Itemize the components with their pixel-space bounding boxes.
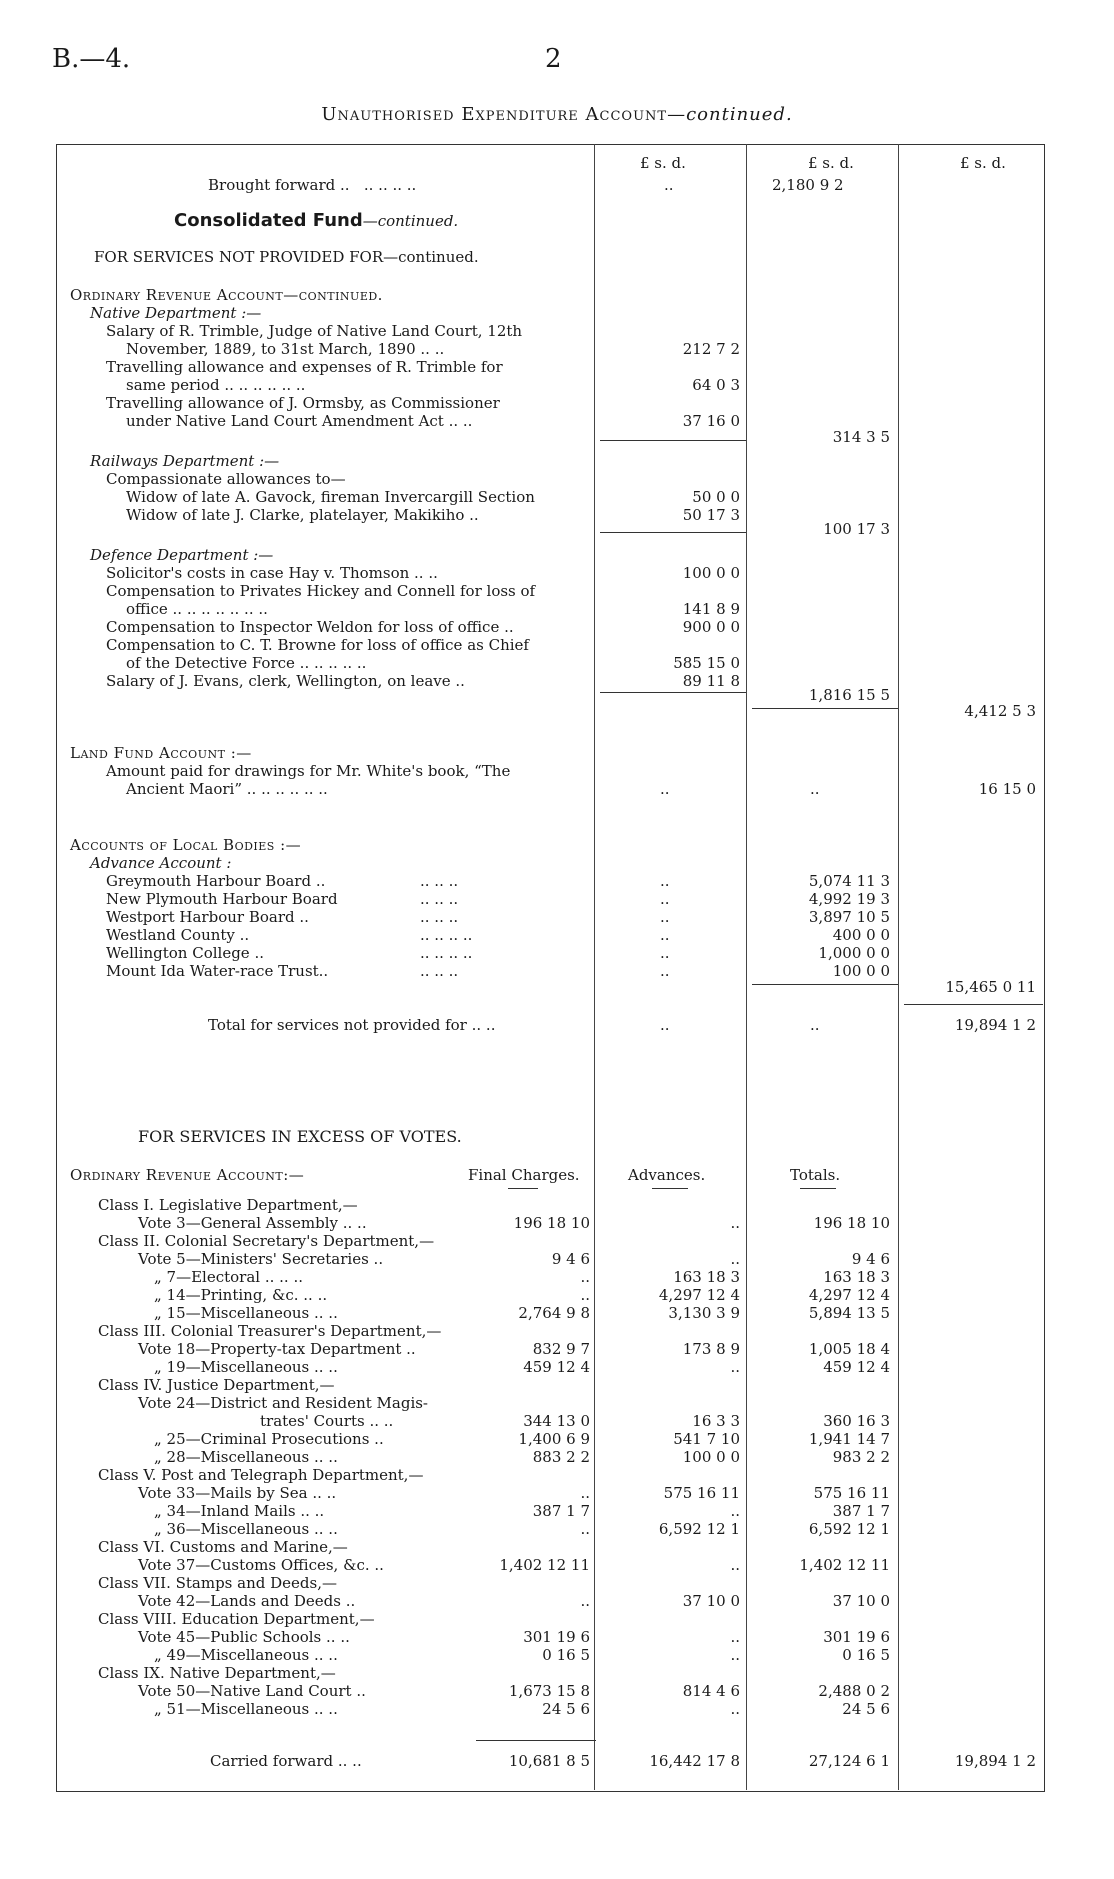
- native-title: Native Department :—: [90, 304, 262, 322]
- excess-row-tot: 37 10 0: [832, 1592, 890, 1610]
- excess-row-fc: ..: [580, 1286, 590, 1304]
- local-body-c2: 4,992 19 3: [808, 890, 890, 908]
- excess-row-fc: 24 5 6: [542, 1700, 590, 1718]
- excess-row-label: „ 7—Electoral .. .. ..: [154, 1268, 303, 1286]
- excess-row-fc: 832 9 7: [532, 1340, 590, 1358]
- excess-row-label: Class I. Legislative Department,—: [98, 1196, 358, 1214]
- title-main: Unauthorised Expenditure Account—: [321, 104, 687, 125]
- excess-row-label: Class II. Colonial Secretary's Department,—: [98, 1232, 435, 1250]
- local-body-c2: 400 0 0: [832, 926, 890, 944]
- excess-row-label: „ 19—Miscellaneous .. ..: [154, 1358, 338, 1376]
- defence-total: 1,816 15 5: [808, 686, 890, 704]
- local-bodies-rule-2: [904, 1004, 1043, 1005]
- excess-row-label: Vote 42—Lands and Deeds ..: [138, 1592, 356, 1610]
- defence-line-4: Compensation to Inspector Weldon for loss of office ..: [106, 618, 514, 636]
- local-body-label: Westport Harbour Board ..: [106, 908, 309, 926]
- excess-row-tot: 459 12 4: [823, 1358, 890, 1376]
- excess-row-label: Vote 5—Ministers' Secretaries ..: [138, 1250, 384, 1268]
- excess-row-label: „ 34—Inland Mails .. ..: [154, 1502, 325, 1520]
- not-provided-heading: FOR SERVICES NOT PROVIDED FOR—continued.: [94, 248, 479, 266]
- local-body-c1: ..: [660, 872, 670, 890]
- native-line-6: under Native Land Court Amendment Act .. ..: [126, 412, 473, 430]
- excess-row-fc: ..: [580, 1268, 590, 1286]
- excess-row-label: trates' Courts .. ..: [260, 1412, 394, 1430]
- railways-line-3: Widow of late J. Clarke, platelayer, Makikiho ..: [126, 506, 479, 524]
- excess-row-adv: ..: [730, 1358, 740, 1376]
- railways-value-1: 50 0 0: [692, 488, 740, 506]
- excess-row-label: Class IV. Justice Department,—: [98, 1376, 335, 1394]
- carried-forward-fc: 10,681 8 5: [508, 1752, 590, 1770]
- defence-title: Defence Department :—: [90, 546, 274, 564]
- land-fund-line-2: Ancient Maori” .. .. .. .. .. ..: [126, 780, 328, 798]
- local-body-label: New Plymouth Harbour Board: [106, 890, 338, 908]
- native-subtotal: 4,412 5 3: [964, 702, 1036, 720]
- excess-row-tot: 163 18 3: [823, 1268, 890, 1286]
- local-body-label: Mount Ida Water-race Trust..: [106, 962, 329, 980]
- tot-header-rule: [800, 1188, 836, 1189]
- page-title: [0, 104, 1114, 125]
- land-fund-c1: ..: [660, 780, 670, 798]
- local-body-dots: .. .. ..: [420, 872, 459, 890]
- excess-row-adv: ..: [730, 1628, 740, 1646]
- total-not-provided-c3: 19,894 1 2: [954, 1016, 1036, 1034]
- land-fund-c2: ..: [810, 780, 820, 798]
- page-ref: B.—4.: [52, 44, 131, 74]
- excess-row-label: Vote 24—District and Resident Magis-: [138, 1394, 429, 1412]
- local-body-dots: .. .. ..: [420, 908, 459, 926]
- excess-row-tot: 4,297 12 4: [808, 1286, 890, 1304]
- ordinary-revenue-title: Ordinary Revenue Account—continued.: [70, 286, 383, 304]
- column-divider-2: [746, 144, 747, 1790]
- total-not-provided-c1: ..: [660, 1016, 670, 1034]
- excess-row-adv: 163 18 3: [673, 1268, 740, 1286]
- excess-row-fc: 1,402 12 11: [499, 1556, 590, 1574]
- land-fund-title: Land Fund Account :—: [70, 744, 252, 762]
- native-value-1: 212 7 2: [682, 340, 740, 358]
- land-fund-c3: 16 15 0: [978, 780, 1036, 798]
- defence-value-2: 141 8 9: [682, 600, 740, 618]
- excess-row-tot: 360 16 3: [823, 1412, 890, 1430]
- excess-row-adv: 541 7 10: [673, 1430, 740, 1448]
- carried-forward-c3: 19,894 1 2: [954, 1752, 1036, 1770]
- defence-line-3: office .. .. .. .. .. .. ..: [126, 600, 268, 618]
- local-body-c1: ..: [660, 962, 670, 980]
- column-divider-1: [594, 144, 595, 1790]
- local-bodies-total: 15,465 0 11: [945, 978, 1036, 996]
- excess-row-label: „ 15—Miscellaneous .. ..: [154, 1304, 338, 1322]
- excess-row-adv: ..: [730, 1700, 740, 1718]
- native-line-4: same period .. .. .. .. .. ..: [126, 376, 306, 394]
- consolidated-fund-heading: Consolidated Fund—continued.: [174, 210, 459, 231]
- excess-row-adv: 173 8 9: [682, 1340, 740, 1358]
- local-body-dots: .. .. .. ..: [420, 926, 473, 944]
- carried-rule: [476, 1740, 596, 1741]
- brought-forward-c1: ..: [664, 176, 674, 194]
- total-not-provided-label: Total for services not provided for .. ..: [208, 1016, 496, 1034]
- native-line-3: Travelling allowance and expenses of R. Trimble for: [106, 358, 503, 376]
- excess-row-fc: 0 16 5: [542, 1646, 590, 1664]
- excess-row-fc: 2,764 9 8: [518, 1304, 590, 1322]
- excess-row-fc: 1,673 15 8: [508, 1682, 590, 1700]
- totals-header: Totals.: [790, 1166, 841, 1184]
- excess-row-fc: ..: [580, 1484, 590, 1502]
- local-body-dots: .. .. ..: [420, 890, 459, 908]
- excess-row-tot: 387 1 7: [832, 1502, 890, 1520]
- excess-row-adv: 575 16 11: [663, 1484, 740, 1502]
- excess-row-tot: 9 4 6: [851, 1250, 890, 1268]
- excess-row-adv: ..: [730, 1214, 740, 1232]
- local-body-c2: 1,000 0 0: [818, 944, 890, 962]
- column-divider-3: [898, 144, 899, 1790]
- native-line-1: Salary of R. Trimble, Judge of Native Land Court, 12th: [106, 322, 523, 340]
- local-body-dots: .. .. .. ..: [420, 944, 473, 962]
- excess-row-label: Vote 18—Property-tax Department ..: [138, 1340, 416, 1358]
- excess-row-fc: 344 13 0: [523, 1412, 590, 1430]
- excess-row-tot: 6,592 12 1: [808, 1520, 890, 1538]
- excess-label: Ordinary Revenue Account:—: [70, 1166, 305, 1184]
- excess-row-label: „ 25—Criminal Prosecutions ..: [154, 1430, 384, 1448]
- excess-row-fc: 1,400 6 9: [518, 1430, 590, 1448]
- excess-row-fc: 459 12 4: [523, 1358, 590, 1376]
- railways-rule: [600, 532, 746, 533]
- currency-header-3: £ s. d.: [960, 154, 1006, 172]
- excess-row-adv: 3,130 3 9: [668, 1304, 740, 1322]
- excess-row-adv: 6,592 12 1: [658, 1520, 740, 1538]
- excess-row-adv: 37 10 0: [682, 1592, 740, 1610]
- excess-row-label: „ 36—Miscellaneous .. ..: [154, 1520, 338, 1538]
- excess-row-tot: 5,894 13 5: [808, 1304, 890, 1322]
- excess-row-tot: 24 5 6: [842, 1700, 890, 1718]
- excess-row-adv: 16 3 3: [692, 1412, 740, 1430]
- total-not-provided-c2: ..: [810, 1016, 820, 1034]
- adv-header-rule: [652, 1188, 688, 1189]
- excess-row-adv: 4,297 12 4: [658, 1286, 740, 1304]
- defence-rule: [600, 692, 746, 693]
- excess-row-tot: 2,488 0 2: [818, 1682, 890, 1700]
- native-value-3: 37 16 0: [682, 412, 740, 430]
- carried-forward-label: Carried forward .. ..: [210, 1752, 362, 1770]
- excess-heading: FOR SERVICES IN EXCESS OF VOTES.: [138, 1127, 462, 1146]
- advances-header: Advances.: [628, 1166, 706, 1184]
- local-bodies-rule: [752, 984, 898, 985]
- defence-value-3: 900 0 0: [682, 618, 740, 636]
- local-bodies-title: Accounts of Local Bodies :—: [70, 836, 302, 854]
- excess-row-label: Class III. Colonial Treasurer's Department,—: [98, 1322, 442, 1340]
- excess-row-label: „ 49—Miscellaneous .. ..: [154, 1646, 338, 1664]
- local-body-c2: 5,074 11 3: [808, 872, 890, 890]
- railways-value-2: 50 17 3: [682, 506, 740, 524]
- native-rule: [600, 440, 746, 441]
- carried-forward-tot: 27,124 6 1: [808, 1752, 890, 1770]
- defence-rule-2: [752, 708, 898, 709]
- currency-header-1: £ s. d.: [640, 154, 686, 172]
- native-value-2: 64 0 3: [692, 376, 740, 394]
- excess-row-adv: ..: [730, 1556, 740, 1574]
- railways-title: Railways Department :—: [90, 452, 280, 470]
- railways-line-1: Compassionate allowances to—: [106, 470, 346, 488]
- excess-row-fc: 9 4 6: [551, 1250, 590, 1268]
- excess-row-label: Vote 33—Mails by Sea .. ..: [138, 1484, 337, 1502]
- excess-row-tot: 1,005 18 4: [808, 1340, 890, 1358]
- land-fund-line-1: Amount paid for drawings for Mr. White's book, “The: [106, 762, 511, 780]
- excess-row-tot: 983 2 2: [832, 1448, 890, 1466]
- excess-row-label: Class VIII. Education Department,—: [98, 1610, 375, 1628]
- final-charges-header: Final Charges.: [468, 1166, 580, 1184]
- defence-value-5: 89 11 8: [682, 672, 740, 690]
- excess-row-adv: 814 4 6: [682, 1682, 740, 1700]
- local-bodies-sub: Advance Account :: [90, 854, 232, 872]
- local-body-c1: ..: [660, 944, 670, 962]
- excess-row-adv: ..: [730, 1250, 740, 1268]
- defence-value-4: 585 15 0: [673, 654, 740, 672]
- excess-row-fc: 196 18 10: [513, 1214, 590, 1232]
- final-header-rule: [508, 1188, 538, 1189]
- excess-row-label: „ 14—Printing, &c. .. ..: [154, 1286, 328, 1304]
- excess-row-label: „ 51—Miscellaneous .. ..: [154, 1700, 338, 1718]
- local-body-c1: ..: [660, 890, 670, 908]
- brought-forward-c2: 2,180 9 2: [772, 176, 844, 194]
- local-body-c2: 3,897 10 5: [808, 908, 890, 926]
- local-body-c2: 100 0 0: [832, 962, 890, 980]
- local-body-label: Westland County ..: [106, 926, 250, 944]
- excess-row-tot: 0 16 5: [842, 1646, 890, 1664]
- excess-row-adv: ..: [730, 1646, 740, 1664]
- defence-line-6: of the Detective Force .. .. .. .. ..: [126, 654, 367, 672]
- defence-line-7: Salary of J. Evans, clerk, Wellington, on leave ..: [106, 672, 465, 690]
- railways-line-2: Widow of late A. Gavock, fireman Invercargill Section: [126, 488, 535, 506]
- excess-row-label: Vote 3—General Assembly .. ..: [138, 1214, 367, 1232]
- excess-row-fc: 883 2 2: [532, 1448, 590, 1466]
- excess-row-label: Vote 37—Customs Offices, &c. ..: [138, 1556, 384, 1574]
- carried-forward-adv: 16,442 17 8: [649, 1752, 740, 1770]
- excess-row-fc: 301 19 6: [523, 1628, 590, 1646]
- excess-row-label: „ 28—Miscellaneous .. ..: [154, 1448, 338, 1466]
- excess-row-tot: 196 18 10: [813, 1214, 890, 1232]
- excess-row-fc: ..: [580, 1520, 590, 1538]
- excess-row-label: Vote 50—Native Land Court ..: [138, 1682, 366, 1700]
- title-cont: continued.: [686, 104, 793, 125]
- excess-row-label: Class VI. Customs and Marine,—: [98, 1538, 348, 1556]
- local-body-c1: ..: [660, 908, 670, 926]
- railways-total: 100 17 3: [823, 520, 890, 538]
- local-body-dots: .. .. ..: [420, 962, 459, 980]
- excess-row-label: Vote 45—Public Schools .. ..: [138, 1628, 350, 1646]
- excess-row-label: Class IX. Native Department,—: [98, 1664, 336, 1682]
- excess-row-label: Class V. Post and Telegraph Department,—: [98, 1466, 424, 1484]
- excess-row-fc: 387 1 7: [532, 1502, 590, 1520]
- currency-header-2: £ s. d.: [808, 154, 854, 172]
- excess-row-tot: 575 16 11: [813, 1484, 890, 1502]
- excess-row-adv: 100 0 0: [682, 1448, 740, 1466]
- local-body-label: Wellington College ..: [106, 944, 264, 962]
- defence-line-5: Compensation to C. T. Browne for loss of office as Chief: [106, 636, 529, 654]
- excess-row-tot: 1,941 14 7: [808, 1430, 890, 1448]
- native-line-5: Travelling allowance of J. Ormsby, as Commissioner: [106, 394, 500, 412]
- native-line-2: November, 1889, to 31st March, 1890 .. ..: [126, 340, 445, 358]
- defence-value-1: 100 0 0: [682, 564, 740, 582]
- excess-row-tot: 301 19 6: [823, 1628, 890, 1646]
- defence-line-1: Solicitor's costs in case Hay v. Thomson .. ..: [106, 564, 438, 582]
- local-body-c1: ..: [660, 926, 670, 944]
- defence-line-2: Compensation to Privates Hickey and Connell for loss of: [106, 582, 536, 600]
- native-total: 314 3 5: [832, 428, 890, 446]
- excess-row-fc: ..: [580, 1592, 590, 1610]
- excess-row-adv: ..: [730, 1502, 740, 1520]
- local-body-label: Greymouth Harbour Board ..: [106, 872, 326, 890]
- page-number: 2: [545, 44, 562, 74]
- brought-forward-label: Brought forward .. .. .. .. ..: [208, 176, 417, 194]
- excess-row-tot: 1,402 12 11: [799, 1556, 890, 1574]
- excess-row-label: Class VII. Stamps and Deeds,—: [98, 1574, 337, 1592]
